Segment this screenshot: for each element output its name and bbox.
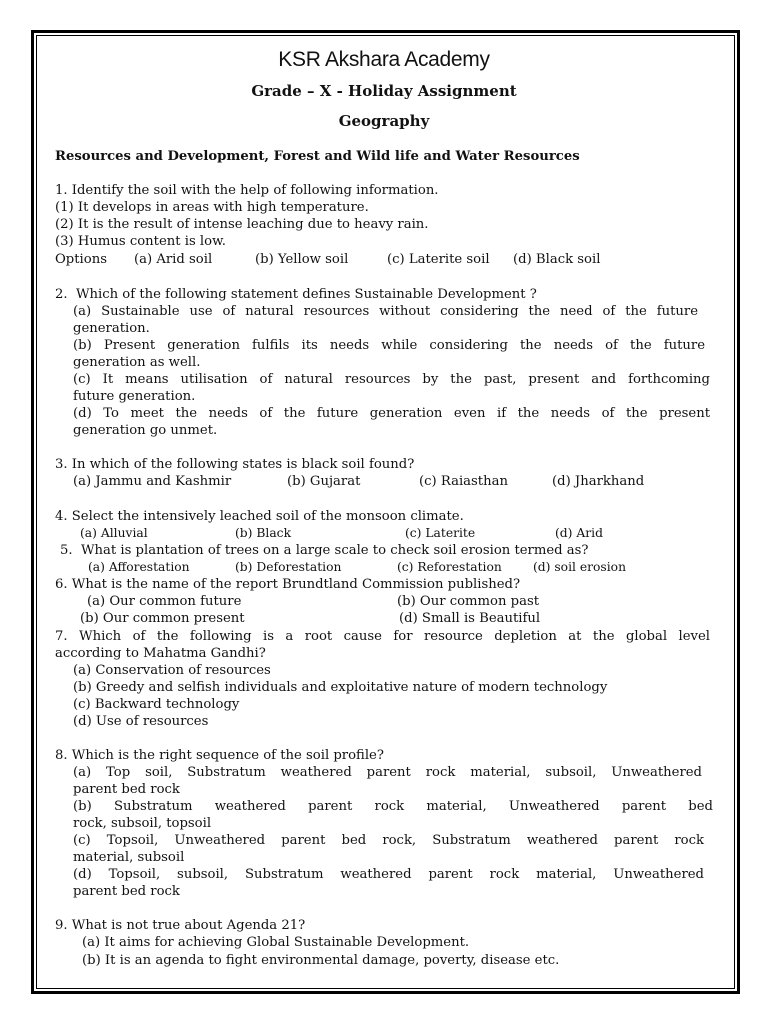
q7-option-d: (d) Use of resources	[73, 714, 209, 729]
q2-option-b: (b) Present generation fulfils its needs while considering the needs of the future	[73, 338, 705, 353]
q6-option-c: (b) Our common present	[80, 611, 245, 626]
q5-question: 5. What is plantation of trees on a large scale to check soil erosion termed as?	[60, 543, 589, 558]
q8-option-d: (d) Topsoil, subsoil, Substratum weathered parent rock material, Unweathered	[73, 867, 704, 882]
q4-option-d: (d) Arid	[555, 526, 603, 540]
q2-option-d: (d) To meet the needs of the future generation even if the needs of the present	[73, 406, 710, 421]
q7-option-c: (c) Backward technology	[73, 697, 240, 712]
q8-option-a: (a) Top soil, Substratum weathered parent rock material, subsoil, Unweathered	[73, 765, 702, 780]
subject-title: Geography	[338, 112, 430, 130]
chapters-heading: Resources and Development, Forest and Wild life and Water Resources	[55, 149, 580, 164]
assignment-title: Grade – X - Holiday Assignment	[251, 82, 517, 100]
q1-question: 1. Identify the soil with the help of following information.	[55, 183, 439, 198]
q1-options-label: Options	[55, 252, 107, 267]
q2-option-a-cont: generation.	[73, 321, 150, 336]
q3-question: 3. In which of the following states is black soil found?	[55, 457, 415, 472]
q6-option-d: (d) Small is Beautiful	[399, 611, 541, 626]
q9-question: 9. What is not true about Agenda 21?	[55, 918, 306, 933]
q2-option-c: (c) It means utilisation of natural resources by the past, present and forthcoming	[73, 372, 710, 387]
q9-option-a: (a) It aims for achieving Global Sustainable Development.	[82, 935, 470, 950]
school-name: KSR Akshara Academy	[278, 48, 490, 71]
q1-info-1: (1) It develops in areas with high temperature.	[55, 200, 369, 215]
q8-option-a-cont: parent bed rock	[73, 782, 180, 797]
q8-option-b-cont: rock, subsoil, topsoil	[73, 816, 212, 831]
q6-option-b: (b) Our common past	[397, 594, 540, 609]
q3-option-a: (a) Jammu and Kashmir	[73, 474, 232, 489]
q9-option-b: (b) It is an agenda to fight environmental damage, poverty, disease etc.	[82, 953, 560, 968]
q4-question: 4. Select the intensively leached soil of the monsoon climate.	[55, 509, 464, 524]
q8-question: 8. Which is the right sequence of the soil profile?	[55, 748, 384, 763]
q3-option-d: (d) Jharkhand	[552, 474, 645, 489]
q7-option-a: (a) Conservation of resources	[73, 663, 271, 678]
q2-option-d-cont: generation go unmet.	[73, 423, 218, 438]
q2-question: 2. Which of the following statement defines Sustainable Development ?	[55, 287, 537, 302]
q1-option-a: (a) Arid soil	[134, 252, 213, 267]
q5-option-d: (d) soil erosion	[533, 560, 626, 574]
q1-info-2: (2) It is the result of intense leaching due to heavy rain.	[55, 217, 429, 232]
q8-option-b: (b) Substratum weathered parent rock material, Unweathered parent bed	[73, 799, 713, 814]
q4-option-c: (c) Laterite	[405, 526, 476, 540]
q1-option-d: (d) Black soil	[513, 252, 601, 267]
q5-option-c: (c) Reforestation	[397, 560, 502, 574]
q6-option-a: (a) Our common future	[87, 594, 242, 609]
q4-option-b: (b) Black	[235, 526, 292, 540]
q4-option-a: (a) Alluvial	[80, 526, 148, 540]
q1-option-c: (c) Laterite soil	[387, 252, 490, 267]
q1-option-b: (b) Yellow soil	[255, 252, 349, 267]
q1-info-3: (3) Humus content is low.	[55, 234, 226, 249]
q3-option-c: (c) Raiasthan	[419, 474, 508, 489]
q6-question: 6. What is the name of the report Brundtland Commission published?	[55, 577, 521, 592]
q3-option-b: (b) Gujarat	[287, 474, 361, 489]
q2-option-a: (a) Sustainable use of natural resources without considering the need of the future	[73, 304, 698, 319]
q8-option-c-cont: material, subsoil	[73, 850, 185, 865]
q8-option-c: (c) Topsoil, Unweathered parent bed rock, Substratum weathered parent rock	[73, 833, 704, 848]
q2-option-b-cont: generation as well.	[73, 355, 201, 370]
q7-question: 7. Which of the following is a root cause for resource depletion at the global level	[55, 629, 710, 644]
q7-question-cont: according to Mahatma Gandhi?	[55, 646, 266, 661]
q7-option-b: (b) Greedy and selfish individuals and exploitative nature of modern technology	[73, 680, 608, 695]
q5-option-a: (a) Afforestation	[88, 560, 190, 574]
q5-option-b: (b) Deforestation	[235, 560, 342, 574]
q2-option-c-cont: future generation.	[73, 389, 196, 404]
q8-option-d-cont: parent bed rock	[73, 884, 180, 899]
